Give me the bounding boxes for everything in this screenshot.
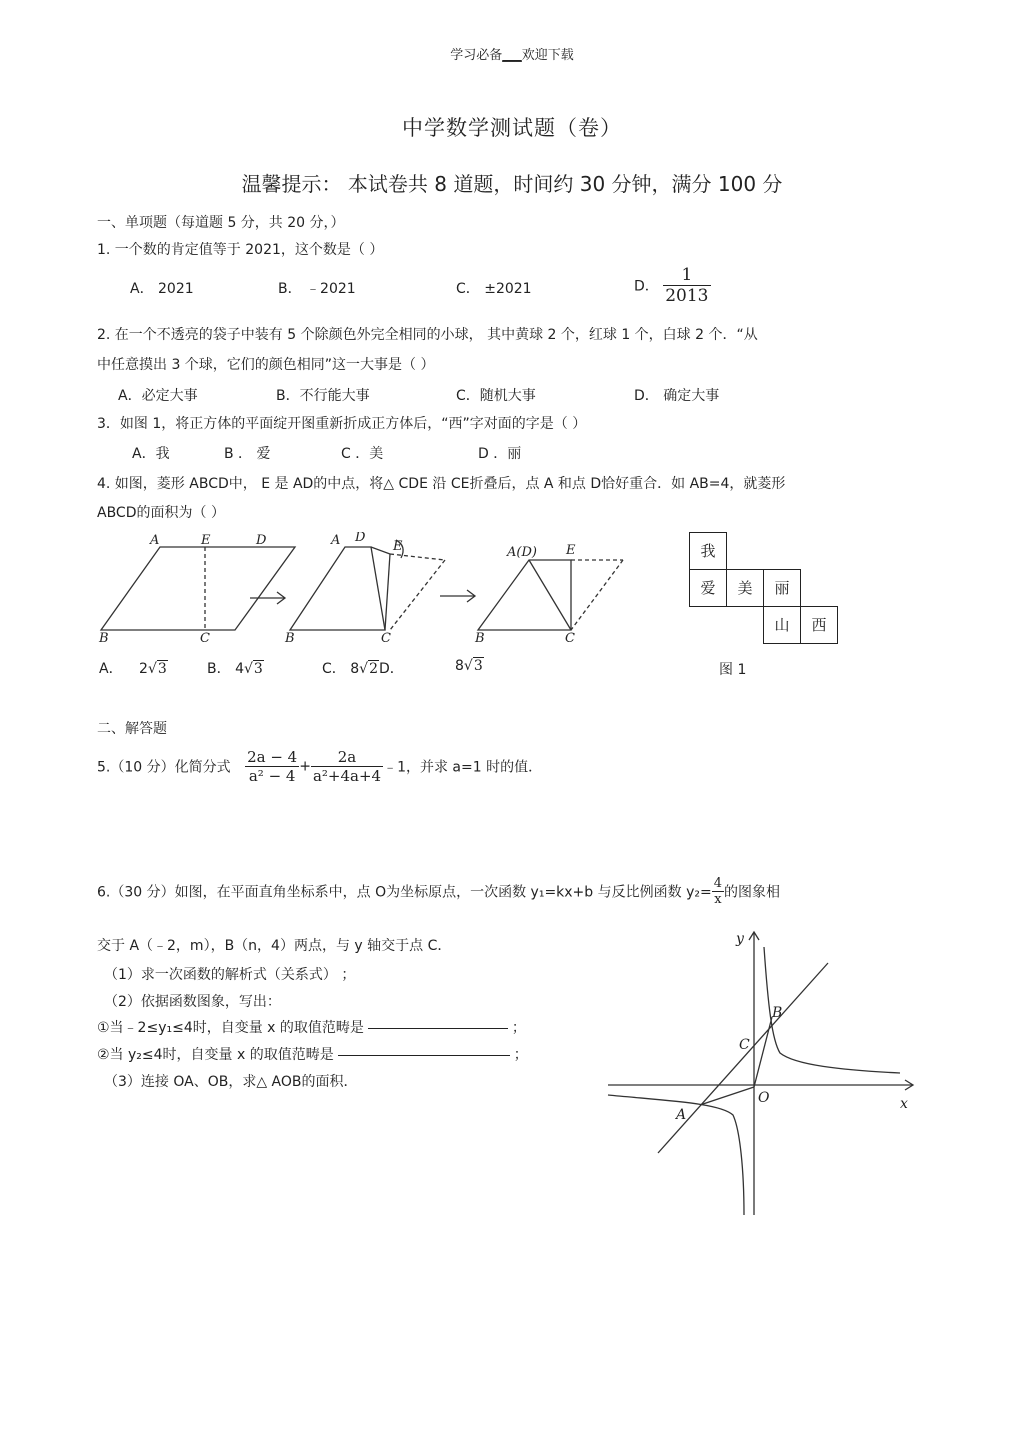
fig3-label-ad: A(D) <box>507 545 537 560</box>
net-cell-li: 丽 <box>763 569 801 607</box>
q6-part-2: （2）依据函数图象，写出： <box>104 994 281 1010</box>
fig2-label-b: B <box>285 631 295 646</box>
header-right: 欢迎下载 <box>521 48 574 63</box>
q5-fraction-1-num: 2a − 4 <box>247 748 298 766</box>
q6-line-1 <box>97 876 780 907</box>
q6-part-1: （1）求一次函数的解析式（关系式） ； <box>104 967 356 983</box>
q2-option-b: B．不行能大事 <box>276 388 370 404</box>
q5-fraction-2-num: 2a <box>337 748 357 766</box>
q3-option-d: D ．丽 <box>478 446 522 462</box>
section-1-heading: 一、单项题（每道题 5 分，共 20 分，） <box>97 215 345 231</box>
q4-line-2: ABCD的面积为（ ） <box>97 505 225 521</box>
q5-fraction-2-den: a²+4a+4 <box>312 767 382 785</box>
graph-label-y: y <box>736 931 744 947</box>
q4-option-b <box>207 658 264 678</box>
sqrt-icon: √3 <box>243 661 263 677</box>
line-y1 <box>658 963 828 1153</box>
q6-item-1-end: ； <box>511 1020 526 1036</box>
q4-option-b-radicand: 3 <box>253 661 263 677</box>
fig1-label-b: B <box>99 631 109 646</box>
q1-text: 1. 一个数的肯定值等于 2021，这个数是（ ） <box>97 242 384 258</box>
sqrt-icon: √2 <box>359 661 378 677</box>
q1-option-d <box>634 265 711 306</box>
fig2-label-a: A <box>331 533 341 548</box>
q4-option-c-radicand: 2 <box>369 661 378 677</box>
q2-line-1: 2. 在一个不透亮的袋子中装有 5 个除颜色外完全相同的小球， 其中黄球 2 个，红球 1 个，白球 2 个．“从 <box>97 327 758 343</box>
net-cell-shan: 山 <box>763 606 801 644</box>
fig2-label-c: C <box>381 631 391 646</box>
q1-option-c: C． ±2021 <box>456 281 532 297</box>
q1-fraction-num: 1 <box>681 265 693 285</box>
fig1-label-c: C <box>200 631 210 646</box>
q6-prefix: 6.（30 分）如图，在平面直角坐标系中，点 O为坐标原点，一次函数 y₁=kx+b 与反比例函数 y₂= <box>97 884 712 901</box>
exam-tip: 温馨提示： 本试卷共 8 道题，时间约 30 分钟，满分 100 分 <box>241 172 783 196</box>
figure-1-caption: 图 1 <box>719 662 747 678</box>
q2-option-d: D． 确定大事 <box>634 388 720 404</box>
q4-option-c <box>322 658 404 678</box>
q2-option-c: C．随机大事 <box>456 388 536 404</box>
q1-option-a: A． 2021 <box>130 281 194 297</box>
answer-blank-2[interactable] <box>338 1055 510 1056</box>
q4-line-1: 4. 如图，菱形 ABCD中， E 是 AD的中点，将△ CDE 沿 CE折叠后，点 A 和点 D恰好重合．如 AB=4，就菱形 <box>97 476 786 492</box>
page-header <box>0 44 1024 63</box>
fig2-label-e: E <box>393 539 403 554</box>
sqrt-icon: √3 <box>463 658 483 674</box>
q6-item-1-text: ①当﹣2≤y₁≤4时，自变量 x 的取值范畴是 <box>97 1020 364 1036</box>
q3-option-c: C ．美 <box>341 446 384 462</box>
q6-item-2-end: ； <box>513 1047 528 1063</box>
net-cell-xi: 西 <box>800 606 838 644</box>
q6-part-3: （3）连接 OA、OB，求△ AOB的面积． <box>104 1074 358 1090</box>
q4-option-b-label: B． <box>207 661 231 677</box>
q4-option-c-label: C． <box>322 661 346 677</box>
q4-option-c-coef: 8 <box>350 661 360 677</box>
graph-label-a: A <box>676 1107 687 1123</box>
fig3-label-e: E <box>566 543 576 558</box>
q4-option-d-label: D． <box>379 661 404 677</box>
q6-fraction-num: 4 <box>713 876 722 891</box>
q4-option-a-label: A． <box>99 661 123 677</box>
q5-prefix: 5.（10 分）化简分式 <box>97 759 231 776</box>
q6-part-2-item-2 <box>97 1044 528 1064</box>
q5-text <box>97 748 542 785</box>
graph-label-o: O <box>758 1090 770 1106</box>
q4-option-a-radicand: 3 <box>157 661 167 677</box>
q4-option-a-coef: 2 <box>139 661 148 677</box>
q5-fraction-1-den: a² − 4 <box>245 766 299 785</box>
q1-fraction-den: 2013 <box>665 286 709 306</box>
fig3-label-c: C <box>565 631 575 646</box>
q1-option-b: B． ﹣2021 <box>278 281 356 297</box>
hyperbola-branch-1 <box>764 947 900 1073</box>
q5-fraction-2 <box>311 748 383 785</box>
q3-option-a: A．我 <box>132 446 170 462</box>
fig3-label-b: B <box>475 631 485 646</box>
net-cell-mei: 美 <box>726 569 764 607</box>
fig2-label-d: D <box>355 532 366 545</box>
q6-part-2-item-1 <box>97 1017 526 1037</box>
q6-fraction <box>712 876 724 907</box>
header-left: 学习必备 <box>450 48 503 63</box>
segment-oa <box>700 1087 754 1105</box>
q4-option-b-coef: 4 <box>235 661 244 677</box>
coordinate-graph <box>600 925 920 1220</box>
q4-option-d <box>455 658 484 674</box>
q2-line-2: 中任意摸出 3 个球，它们的颜色相同”这一大事是（ ） <box>97 357 435 373</box>
q2-option-a: A．必定大事 <box>118 388 198 404</box>
fig1-label-d: D <box>256 533 267 548</box>
q5-fraction-1 <box>245 748 299 785</box>
graph-label-c: C <box>739 1037 750 1053</box>
answer-blank-1[interactable] <box>368 1028 508 1029</box>
rhombus-fig-1 <box>101 547 295 630</box>
page-title: 中学数学测试题（卷） <box>402 116 622 140</box>
rhombus-fig-2 <box>290 547 385 630</box>
rhombus-fold-figures <box>95 532 635 650</box>
q4-option-a <box>99 658 168 678</box>
q4-option-d-radicand: 3 <box>473 658 483 674</box>
segment-ob <box>754 1017 772 1087</box>
q1-option-d-label: D． <box>634 278 659 295</box>
q5-plus: + <box>299 758 311 775</box>
q5-suffix: ﹣1，并求 a=1 时的值． <box>383 759 543 776</box>
net-cell-wo: 我 <box>689 532 727 570</box>
q6-suffix: 的图象相 <box>724 884 780 901</box>
header-sep: ___ <box>502 48 522 63</box>
q1-fraction <box>663 265 710 306</box>
graph-label-b: B <box>772 1005 783 1021</box>
q4-option-d-coef: 8 <box>455 658 464 674</box>
q6-item-2-text: ②当 y₂≤4时，自变量 x 的取值范畴是 <box>97 1047 334 1063</box>
graph-label-x: x <box>900 1096 908 1112</box>
q3-text: 3．如图 1，将正方体的平面绽开图重新折成正方体后，“西”字对面的字是（ ） <box>97 416 587 432</box>
section-2-heading: 二、解答题 <box>97 721 167 737</box>
sqrt-icon: √3 <box>147 661 167 677</box>
net-cell-ai: 爱 <box>689 569 727 607</box>
rhombus-fig-3 <box>478 560 571 630</box>
q6-fraction-den: x <box>712 891 724 907</box>
fig1-label-a: A <box>150 533 160 548</box>
q3-option-b: B ． 爱 <box>224 446 271 462</box>
fig1-label-e: E <box>201 533 211 548</box>
q6-line-2: 交于 A（﹣2，m），B（n，4）两点，与 y 轴交于点 C． <box>97 938 452 954</box>
